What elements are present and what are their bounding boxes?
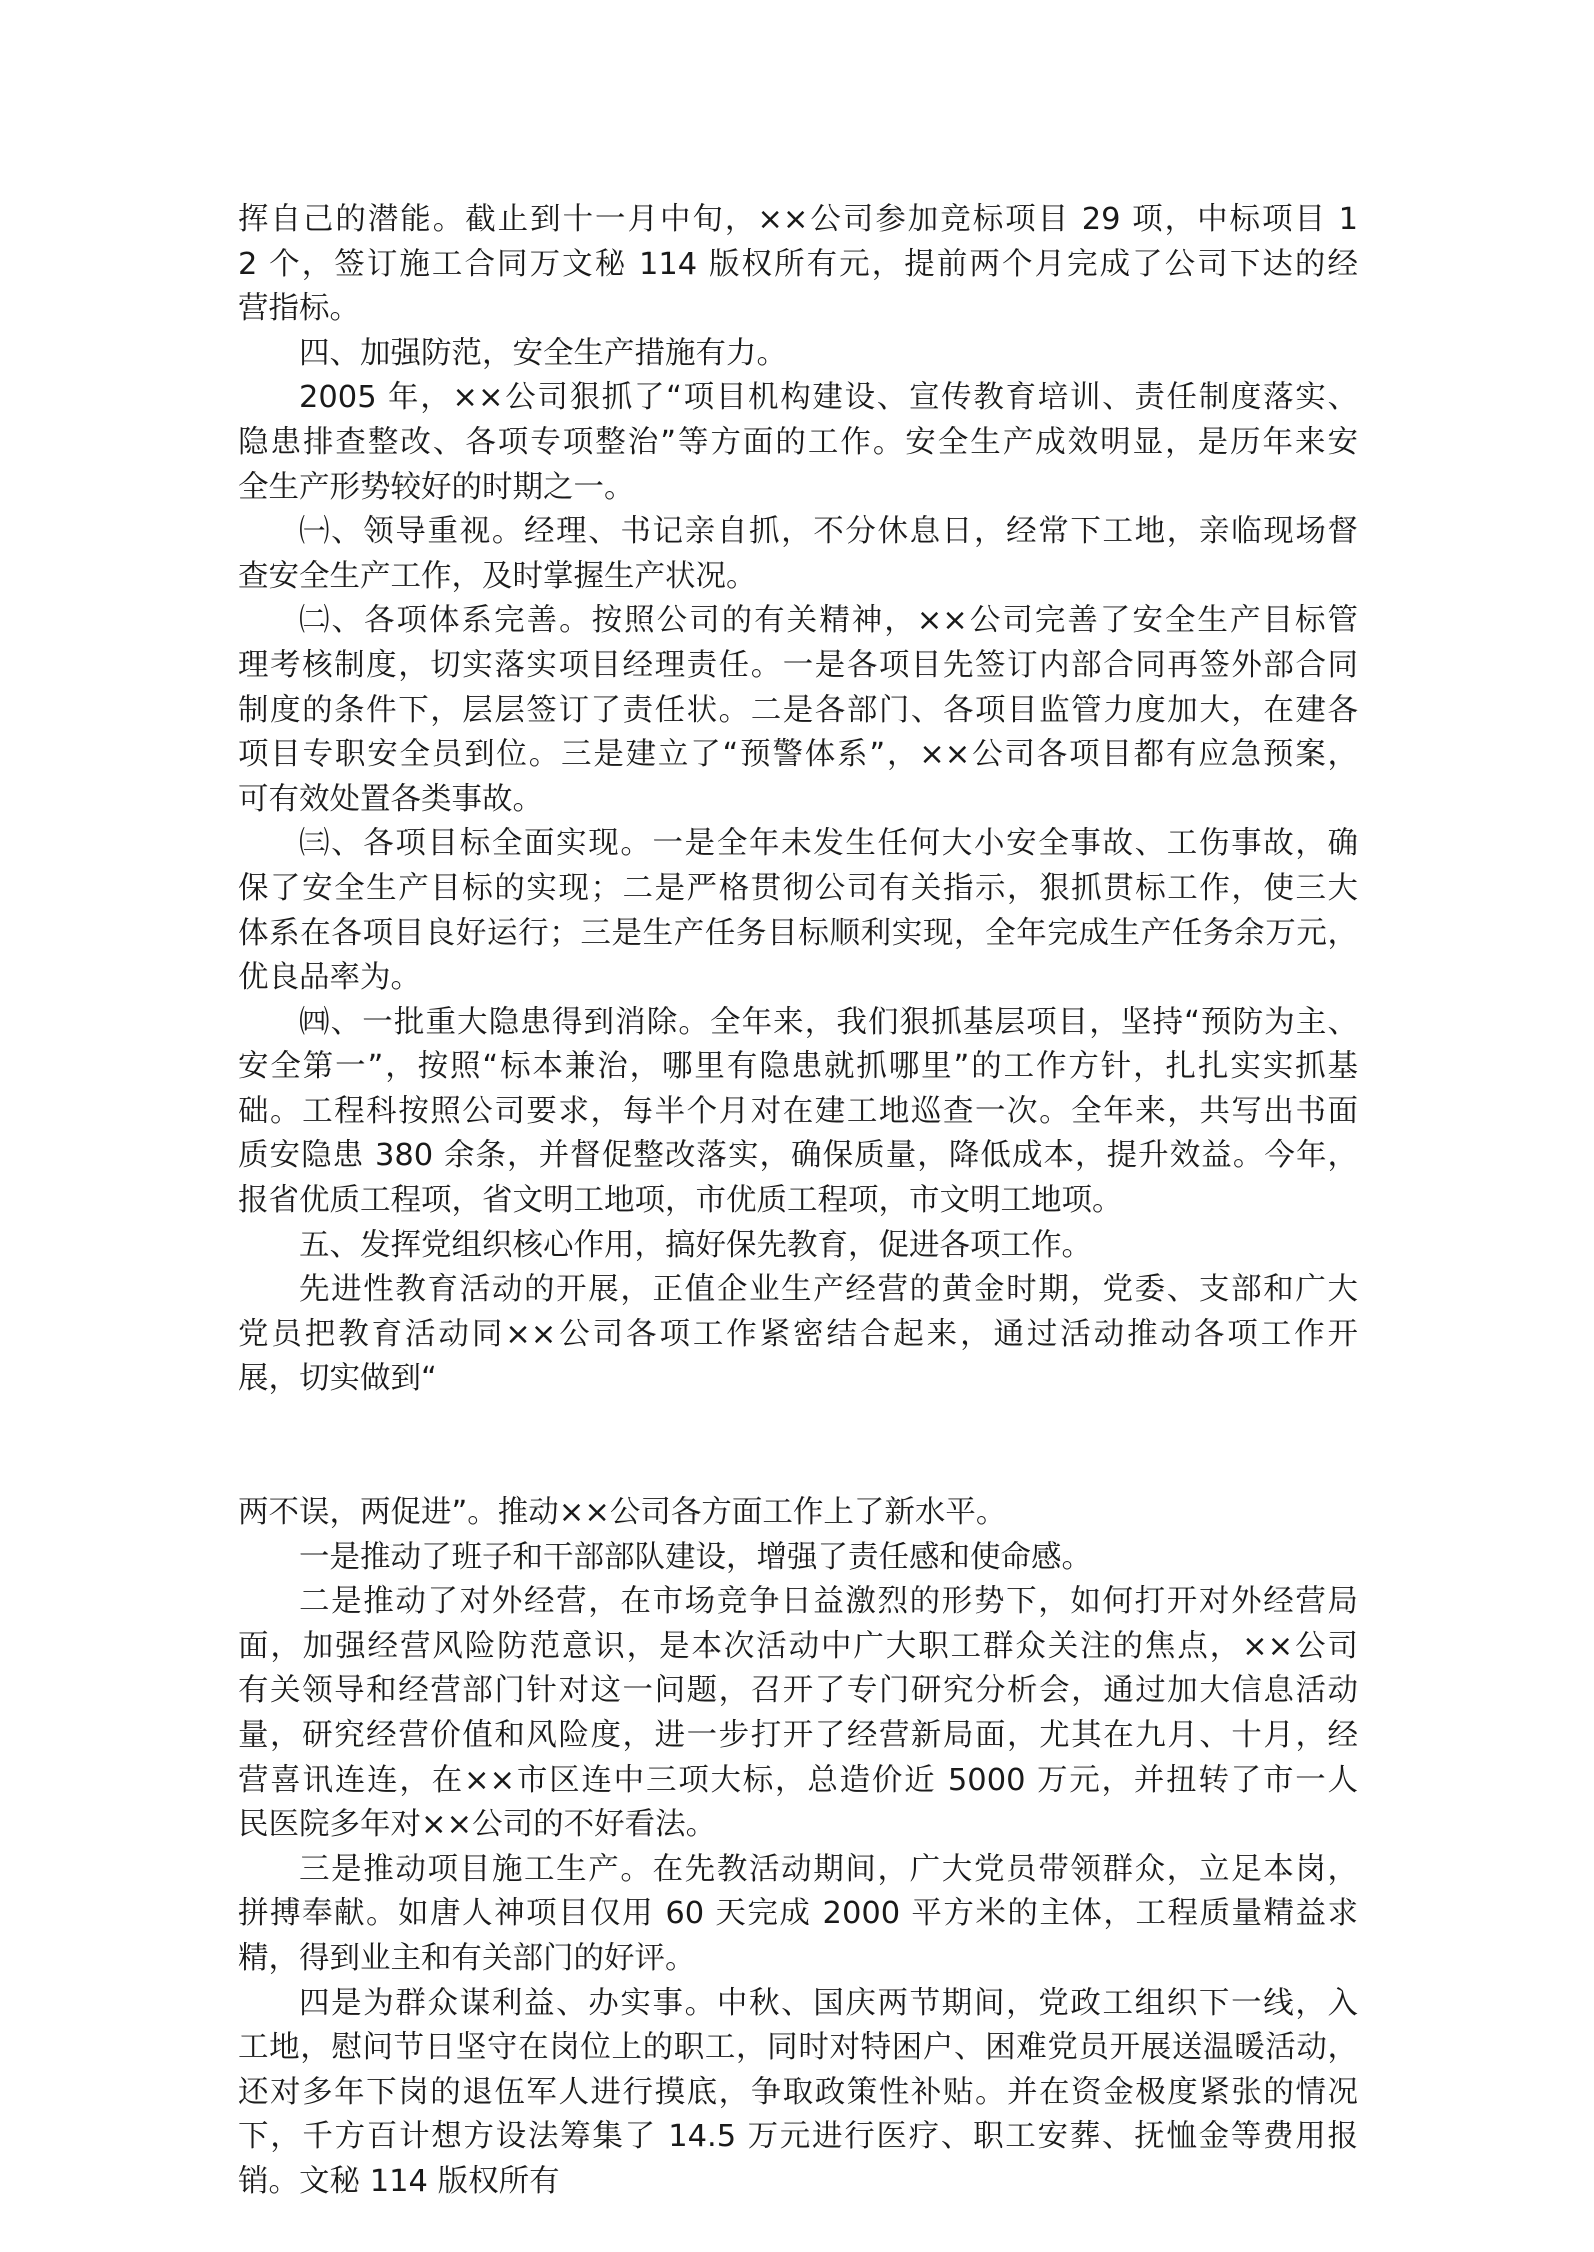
paragraph-safety-overview (238, 376, 1358, 510)
paragraph-hazards (238, 1001, 1358, 1224)
text-line: 拼搏奉献。如唐人神项目仅用 60 天完成 2000 平方米的主体，工程质量精益求 (238, 1896, 1358, 1932)
text-line: 营指标。 (238, 291, 360, 327)
text-line: 量，研究经营价值和风险度，进一步打开了经营新局面，尤其在九月、十月，经 (238, 1718, 1358, 1753)
text-line: ㈣、一批重大隐患得到消除。全年来，我们狠抓基层项目，坚持“预防为主、 (299, 1004, 1358, 1040)
section-heading: 五、发挥党组织核心作用，搞好保先教育，促进各项工作。 (299, 1227, 1092, 1263)
text-line: ㈡、各项体系完善。按照公司的有关精神，××公司完善了安全生产目标管 (299, 603, 1358, 639)
text-line: 2 个，签订施工合同万文秘 114 版权所有元，提前两个月完成了公司下达的经 (238, 246, 1358, 282)
text-line: ㈠、领导重视。经理、书记亲自抓，不分休息日，经常下工地，亲临现场督 (299, 514, 1358, 550)
text-line: 精，得到业主和有关部门的好评。 (238, 1940, 696, 1976)
text-line: 一是推动了班子和干部部队建设，增强了责任感和使命感。 (299, 1539, 1092, 1575)
text-line: 可有效处置各类事故。 (238, 781, 543, 817)
text-line: 民医院多年对××公司的不好看法。 (238, 1807, 717, 1843)
text-line: 体系在各项目良好运行；三是生产任务目标顺利实现，全年完成生产任务余万元， (238, 915, 1358, 951)
text-line: 三是推动项目施工生产。在先教活动期间，广大党员带领群众，立足本岗， (299, 1851, 1358, 1887)
text-line: 理考核制度，切实落实项目经理责任。一是各项目先签订内部合同再签外部合同 (238, 647, 1358, 683)
text-line: 保了安全生产目标的实现；二是严格贯彻公司有关指示，狠抓贯标工作，使三大 (238, 870, 1358, 906)
text-line: 二是推动了对外经营，在市场竞争日益激烈的形势下，如何打开对外经营局 (299, 1584, 1358, 1620)
paragraph-team-building (238, 1536, 1358, 1581)
text-line: 全生产形势较好的时期之一。 (238, 469, 635, 505)
text-line: 还对多年下岗的退伍军人进行摸底，争取政策性补贴。并在资金极度紧张的情况 (238, 2074, 1358, 2110)
section-heading: 四、加强防范，安全生产措施有力。 (299, 335, 787, 371)
text-line: 先进性教育活动的开展，正值企业生产经营的黄金时期，党委、支部和广大 (299, 1272, 1358, 1308)
text-line: 项目专职安全员到位。三是建立了“预警体系”，××公司各项目都有应急预案， (238, 737, 1358, 773)
text-line: 报省优质工程项，省文明工地项，市优质工程项，市文明工地项。 (238, 1183, 1123, 1219)
text-line: 营喜讯连连，在××市区连中三项大标，总造价近 5000 万元，并扭转了市一人 (238, 1762, 1358, 1798)
paragraph-leadership (238, 510, 1358, 599)
text-line: 2005 年，××公司狠抓了“项目机构建设、宣传教育培训、责任制度落实、 (299, 380, 1358, 416)
paragraph-system (238, 599, 1358, 822)
text-line: 挥自己的潜能。截止到十一月中旬，××公司参加竞标项目 29 项，中标项目 1 (238, 202, 1358, 237)
text-line: 制度的条件下，层层签订了责任状。二是各部门、各项目监管力度加大，在建各 (238, 692, 1358, 728)
text-line: 优良品率为。 (238, 960, 421, 996)
text-line: 四是为群众谋利益、办实事。中秋、国庆两节期间，党政工组织下一线，入 (299, 1985, 1358, 2021)
text-line: 党员把教育活动同××公司各项工作紧密结合起来，通过活动推动各项工作开 (238, 1316, 1358, 1352)
text-line: 两不误，两促进”。推动××公司各方面工作上了新水平。 (238, 1495, 1007, 1531)
paragraph-education (238, 1268, 1358, 1402)
paragraph-external-business (238, 1580, 1358, 1848)
text-line: 展，切实做到“ (238, 1361, 437, 1397)
document-body (238, 198, 1358, 2205)
text-line: 销。文秘 114 版权所有 (238, 2163, 560, 2199)
section-heading-safety (238, 332, 1358, 377)
text-line: ㈢、各项目标全面实现。一是全年未发生任何大小安全事故、工伤事故，确 (299, 826, 1358, 862)
paragraph-targets (238, 822, 1358, 1000)
text-line: 隐患排查整改、各项专项整治”等方面的工作。安全生产成效明显，是历年来安 (238, 424, 1358, 460)
section-heading-party (238, 1224, 1358, 1269)
page-break-gap (238, 1402, 1358, 1491)
text-line: 面，加强经营风险防范意识，是本次活动中广大职工群众关注的焦点，××公司 (238, 1628, 1358, 1664)
paragraph-two-promotions (238, 1491, 1358, 1536)
paragraph-welfare (238, 1982, 1358, 2205)
text-line: 工地，慰问节日坚守在岗位上的职工，同时对特困户、困难党员开展送温暖活动， (238, 2030, 1358, 2066)
text-line: 有关领导和经营部门针对这一问题，召开了专门研究分析会，通过加大信息活动 (238, 1673, 1358, 1709)
text-line: 安全第一”，按照“标本兼治，哪里有隐患就抓哪里”的工作方针，扎扎实实抓基 (238, 1049, 1358, 1085)
paragraph-construction (238, 1848, 1358, 1982)
text-line: 查安全生产工作，及时掌握生产状况。 (238, 558, 757, 594)
paragraph-bidding-result (238, 198, 1358, 332)
text-line: 质安隐患 380 余条，并督促整改落实，确保质量，降低成本，提升效益。今年， (238, 1138, 1358, 1174)
text-line: 础。工程科按照公司要求，每半个月对在建工地巡查一次。全年来，共写出书面 (238, 1093, 1358, 1129)
text-line: 下，千方百计想方设法筹集了 14.5 万元进行医疗、职工安葬、抚恤金等费用报 (238, 2119, 1358, 2155)
